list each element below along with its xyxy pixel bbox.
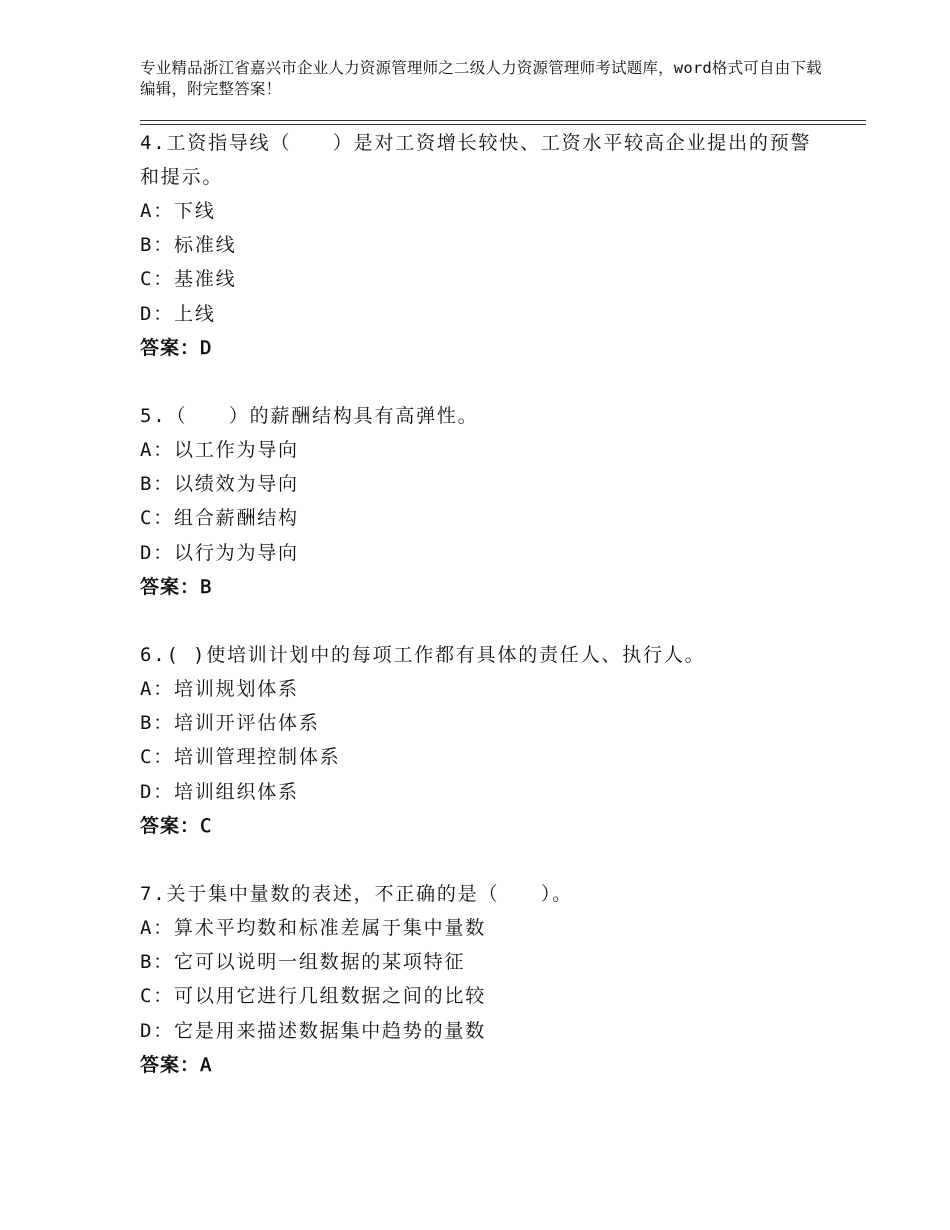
question-6	[140, 638, 820, 843]
question-stem: 6.( )使培训计划中的每项工作都有具体的责任人、执行人。	[140, 644, 706, 666]
answer-value: A	[200, 1053, 213, 1076]
option-a: A：以工作为导向	[140, 439, 299, 461]
answer-line	[140, 1048, 820, 1082]
answer-label: 答案：	[140, 1053, 201, 1076]
option-b: B：培训开评估体系	[140, 712, 320, 735]
question-stem: 7.关于集中量数的表述，不正确的是（ ）。	[140, 883, 573, 905]
option-b: B：以绩效为导向	[140, 473, 299, 496]
answer-line	[140, 331, 820, 365]
question-5	[140, 399, 820, 604]
option-d: D：以行为为导向	[140, 541, 299, 564]
question-7	[140, 877, 820, 1082]
question-stem: 4.工资指导线（ ）是对工资增长较快、工资水平较高企业提出的预警和提示。	[140, 132, 812, 188]
option-d: D：培训组织体系	[140, 780, 299, 803]
option-c: C：可以用它进行几组数据之间的比较	[140, 985, 487, 1008]
answer-line	[140, 570, 820, 604]
header-divider	[140, 120, 866, 125]
option-b: B：它可以说明一组数据的某项特征	[140, 951, 466, 974]
answer-label: 答案：	[140, 575, 201, 598]
document-header: 专业精品浙江省嘉兴市企业人力资源管理师之二级人力资源管理师考试题库，word格式可自由下载编辑，附完整答案！	[140, 59, 822, 98]
option-a: A：下线	[140, 200, 216, 222]
option-b: B：标准线	[140, 234, 237, 257]
option-c: C：培训管理控制体系	[140, 746, 341, 769]
option-d: D：它是用来描述数据集中趋势的量数	[140, 1019, 487, 1042]
answer-line	[140, 809, 820, 843]
option-c: C：组合薪酬结构	[140, 507, 299, 530]
option-a: A：培训规划体系	[140, 678, 299, 700]
answer-value: D	[200, 336, 213, 359]
answer-value: B	[200, 575, 213, 598]
option-d: D：上线	[140, 302, 216, 325]
option-c: C：基准线	[140, 268, 237, 291]
answer-label: 答案：	[140, 336, 201, 359]
question-4	[140, 126, 820, 365]
option-a: A：算术平均数和标准差属于集中量数	[140, 917, 487, 939]
question-stem: 5.（ ）的薪酬结构具有高弹性。	[140, 405, 479, 427]
answer-label: 答案：	[140, 814, 201, 837]
answer-value: C	[200, 814, 213, 837]
